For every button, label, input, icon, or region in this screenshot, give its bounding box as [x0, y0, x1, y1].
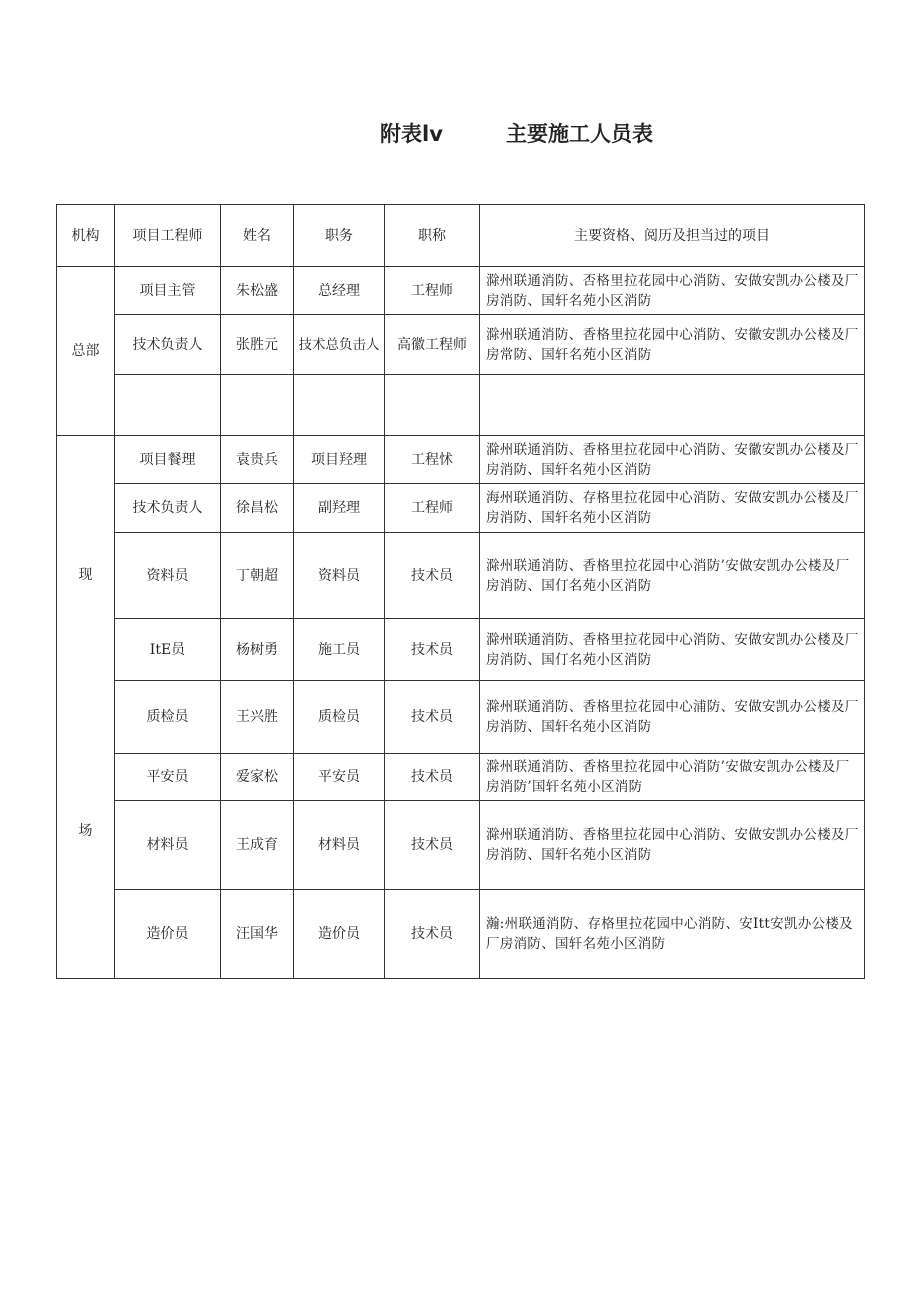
title-cell: 高徽工程师: [385, 315, 480, 375]
header-row: [57, 205, 865, 267]
name-cell: 王成育: [221, 800, 294, 889]
title-cell: 技术员: [385, 800, 480, 889]
header-name: 姓名: [221, 205, 294, 267]
role-cell: [115, 375, 221, 436]
role-cell: 资料员: [115, 533, 221, 619]
position-cell: 施工员: [294, 619, 385, 681]
title-cell: 工程师: [385, 484, 480, 533]
role-cell: 造价员: [115, 889, 221, 978]
table-row: [57, 533, 865, 619]
projects-cell: 滁州联通消防、香格里拉花园中心消防、安徽安凯办公楼及厂房消防、国轩名苑小区消防: [480, 436, 865, 484]
table-row: [57, 753, 865, 800]
role-cell: 技术负责人: [115, 484, 221, 533]
projects-cell: [480, 375, 865, 436]
position-cell: 质检员: [294, 681, 385, 753]
title-cell: 技术员: [385, 619, 480, 681]
projects-cell: 滁州联通消防、香格里拉花园中心消防’安做安凯办公楼及厂房消防’国轩名苑小区消防: [480, 753, 865, 800]
name-cell: [221, 375, 294, 436]
document-title: [0, 118, 920, 154]
name-cell: 王兴胜: [221, 681, 294, 753]
title-cell: 技术员: [385, 681, 480, 753]
role-cell: 平安员: [115, 753, 221, 800]
projects-cell: 海州联通消防、存格里拉花园中心消防、安做安凯办公楼及厂房消防、国轩名苑小区消防: [480, 484, 865, 533]
title-main: 主要施工人员表: [506, 122, 653, 146]
role-cell: 质检员: [115, 681, 221, 753]
org-cell-site: [57, 436, 115, 979]
table-row: [57, 889, 865, 978]
position-cell: 总经理: [294, 267, 385, 315]
header-position: 职务: [294, 205, 385, 267]
role-cell: 项目餐理: [115, 436, 221, 484]
position-cell: [294, 375, 385, 436]
projects-cell: 瀚:州联通消防、存格里拉花园中心消防、安Itt安凯办公楼及厂房消防、国轩名苑小区消防: [480, 889, 865, 978]
table-row: [57, 484, 865, 533]
table-row: [57, 800, 865, 889]
table-row: [57, 681, 865, 753]
projects-cell: 滁州联通消防、香格里拉花园中心消防、安做安凯办公楼及厂房消防、国轩名苑小区消防: [480, 800, 865, 889]
position-cell: 造价员: [294, 889, 385, 978]
title-cell: 工程怵: [385, 436, 480, 484]
title-cell: 技术员: [385, 889, 480, 978]
title-prefix: 附表lv: [380, 122, 443, 146]
projects-cell: 滁州联通消防、香格里拉花园中心浦防、安做安凯办公楼及厂房消防、国轩名苑小区消防: [480, 681, 865, 753]
table-row: [57, 315, 865, 375]
table-row: [57, 436, 865, 484]
header-org: 机构: [57, 205, 115, 267]
role-cell: 项目主管: [115, 267, 221, 315]
org-site-bottom: 场: [78, 823, 93, 839]
position-cell: 材料员: [294, 800, 385, 889]
org-cell-hq: 总部: [57, 267, 115, 436]
table-row: [57, 619, 865, 681]
projects-cell: 滁州联通消防、香格里拉花园中心消防、安徽安凯办公楼及厂房常防、国轩名苑小区消防: [480, 315, 865, 375]
role-cell: 技术负责人: [115, 315, 221, 375]
position-cell: 技术总负击人: [294, 315, 385, 375]
title-cell: 工程师: [385, 267, 480, 315]
name-cell: 袁贵兵: [221, 436, 294, 484]
title-cell: 技术员: [385, 533, 480, 619]
projects-cell: 滁州联通消防、否格里拉花园中心消防、安做安凯办公楼及厂房消防、国轩名苑小区消防: [480, 267, 865, 315]
name-cell: 汪国华: [221, 889, 294, 978]
position-cell: 平安员: [294, 753, 385, 800]
position-cell: 资料员: [294, 533, 385, 619]
projects-cell: 滁州联通消防、香格里拉花园中心消防’安做安凯办公楼及厂房消防、国仃名苑小区消防: [480, 533, 865, 619]
name-cell: 爱家松: [221, 753, 294, 800]
name-cell: 朱松盛: [221, 267, 294, 315]
position-cell: 副羟理: [294, 484, 385, 533]
title-cell: 技术员: [385, 753, 480, 800]
projects-cell: 滁州联通消防、香格里拉花园中心消防、安做安凯办公楼及厂房消防、国仃名苑小区消防: [480, 619, 865, 681]
header-projects: 主要资格、阅历及担当过的项目: [480, 205, 865, 267]
staff-table: [56, 204, 865, 979]
role-cell: 材料员: [115, 800, 221, 889]
header-title: 职称: [385, 205, 480, 267]
org-site-top: 现: [78, 567, 93, 583]
name-cell: 张胜元: [221, 315, 294, 375]
table-row-empty: [57, 375, 865, 436]
title-cell: [385, 375, 480, 436]
name-cell: 丁朝超: [221, 533, 294, 619]
table-row: [57, 267, 865, 315]
name-cell: 杨树勇: [221, 619, 294, 681]
name-cell: 徐昌松: [221, 484, 294, 533]
position-cell: 项目羟理: [294, 436, 385, 484]
header-role: 项目工程师: [115, 205, 221, 267]
role-cell: ItE员: [115, 619, 221, 681]
